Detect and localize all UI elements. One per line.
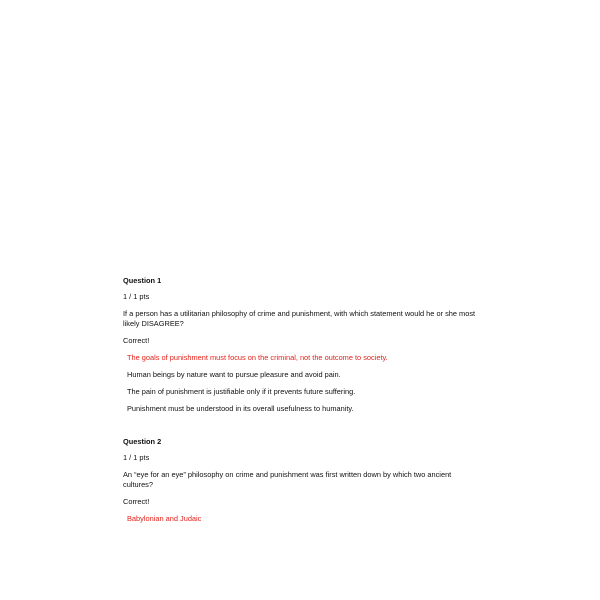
answer-option: Human beings by nature want to pursue pleasure and avoid pain.: [127, 370, 341, 379]
question-title: Question 1: [123, 276, 162, 285]
answer-list: [123, 514, 493, 524]
answer-option-correct: Babylonian and Judaic: [127, 514, 202, 523]
question-separator: [123, 421, 493, 437]
question-text: An “eye for an eye” philosophy on crime and punishment was first written down by which two ancient cultures?: [123, 470, 452, 489]
answer-option: The pain of punishment is justifiable only if it prevents future suffering.: [127, 387, 356, 396]
answer-option-correct: The goals of punishment must focus on the criminal, not the outcome to society.: [127, 353, 388, 362]
answer-option: Punishment must be understood in its overall usefulness to humanity.: [127, 404, 354, 413]
question-points: 1 / 1 pts: [123, 453, 150, 462]
quiz-document: [123, 276, 493, 531]
question-2: [123, 437, 493, 524]
question-points: 1 / 1 pts: [123, 292, 150, 301]
question-1: [123, 276, 493, 414]
result-status: Correct!: [123, 497, 150, 506]
answer-list: [123, 353, 493, 414]
question-title: Question 2: [123, 437, 162, 446]
question-text: If a person has a utilitarian philosophy of crime and punishment, with which statement would he or she most likely DISAGREE?: [123, 309, 476, 328]
result-status: Correct!: [123, 336, 150, 345]
